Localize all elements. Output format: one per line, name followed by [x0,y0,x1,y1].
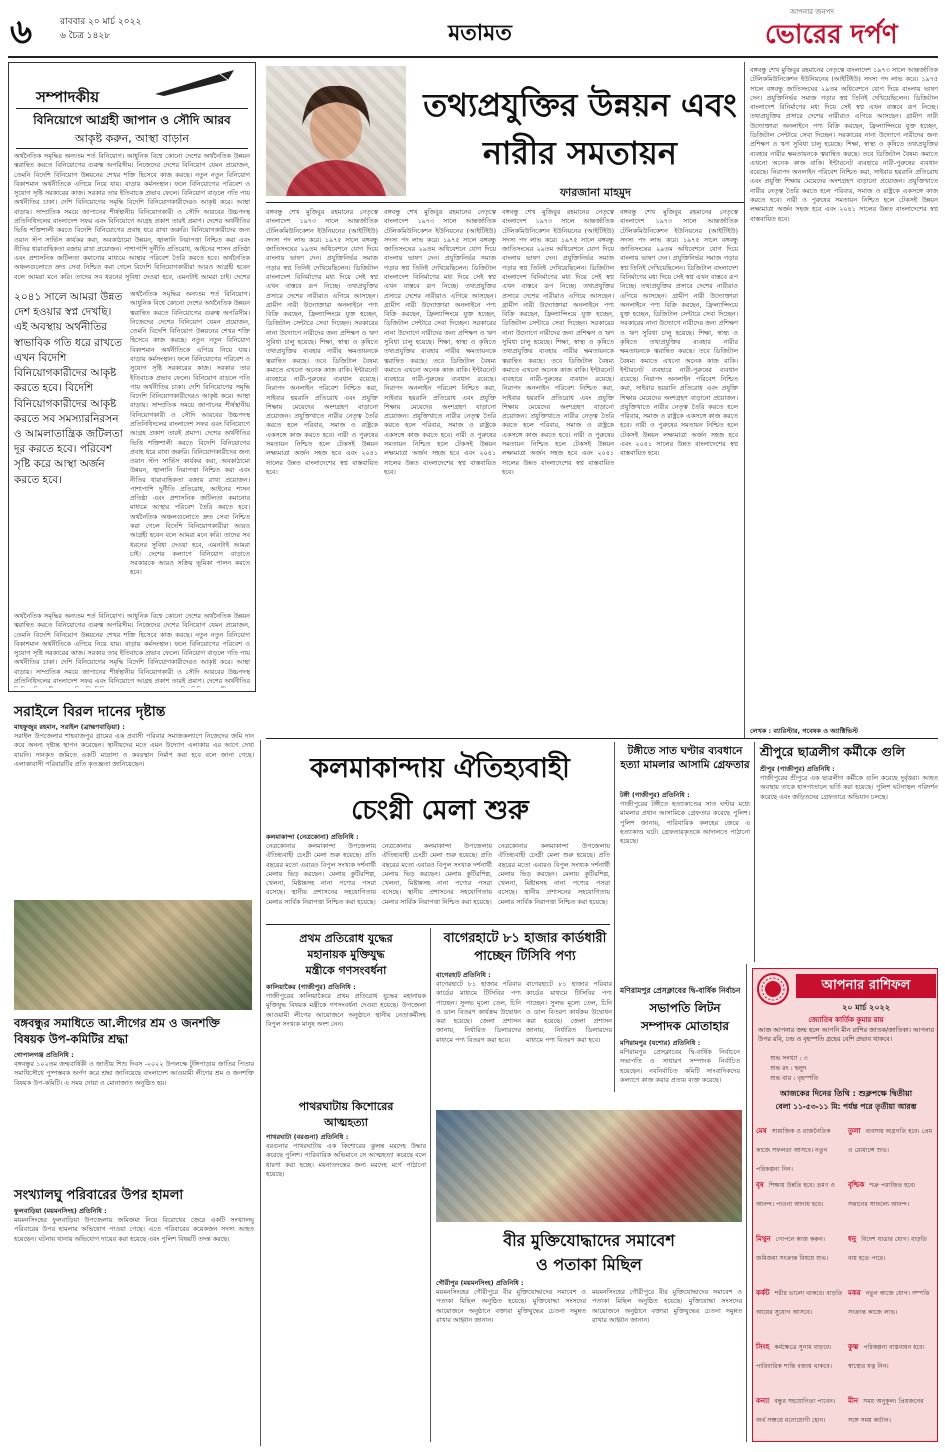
editorial-body: অর্থনৈতিক সমৃদ্ধির অন্যতম শর্ত বিনিয়োগ। আধুনিক বিশ্বে কোনো দেশের অর্থনৈতিক উন্নয়ন ত্বরান্বিত করতে বিনিয়োগের গুরুত্ব অপরিসীম। নিজেদের দেশের বিনিয়োগ যেমন প্রয়োজন, তেমনি বিদেশি বিনিয়োগ উন্নয়নের শেখর শক্তি হিসেবে কাজ করছে। নতুন নতুন বিনিয়োগ বিকাশমান অর্থনীতিকে এগিয়ে নিয়ে যায়। বাড়ায় কর্মসংস্থান। ফলে বিনিয়োগের পরিবেশ ও সুযোগ সৃষ্টি সরকারের কাজ। সরকার তার ইতিবাচক প্রভাব ফেলে। বিনিয়োগ বাড়লে গতি পায় অর্থনীতির চাকা। দেশি বিনিয়োগের সমৃদ্ধি বিদেশি বিনিয়োগকারীদেরও আকৃষ্ট করে। আস্থা বাড়ায়। সাম্প্রতিক সময়ে জাপানের শীর্ষস্থানীয় বিনিয়োগকারী ও সৌদি আরবের উচ্চপদস্থ প্রতিনিধিদলের বাংলাদেশ সফর এবং বিনিয়োগে আগ্রহ প্রকাশ তারই প্রমাণ। দেশের অর্থনীতির ভিত্তি শক্তিশালী করতে বিদেশি বিনিয়োগের প্রবাহ ধরে রাখা জরুরি। বিনিয়োগকারীদের জন্য ওয়ান স্টপ সার্ভিস কার্যকর করা, অবকাঠামো উন্নয়ন, জ্বালানি নিরাপত্তা নিশ্চিত করা এবং নীতির ধারাবাহিকতা বজায় রাখা প্রয়োজন। পাশাপাশি দুর্নীতি প্রতিরোধ, আইনের শাসন প্রতিষ্ঠা এবং প্রশাসনিক জটিলতা কমানোর মাধ্যমে আস্থার পরিবেশ তৈরি করতে হবে। অর্থনৈতিক অঞ্চলগুলোতে দ্রুত সেবা নিশ্চিত করা গেলে বিদেশি বিনিয়োগকারীরা আরও আগ্রহী হবেন বলে আমরা মনে করি। তাদের সব ধরনের সুবিধা দেওয়া হবে, এমনটাই আমরা চাই। দেশের [14,152,250,281]
horoscope-lucky-1: শুভ সংখ্যা : ৩ [770,1054,808,1062]
paper-logo: ভোরের দর্পণ [765,20,898,50]
tongi-title: টঙ্গীতে সাত ঘণ্টার ব্যবধানে হত্যা মামলার আসামি গ্রেফতার [620,745,750,772]
sreepur-title: শ্রীপুরে ছাত্রলীগ কর্মীকে গুলি [760,744,905,759]
kalmakanda-body-3: নেত্রকোনার কলমাকান্দা উপজেলায় ঐতিহ্যবাহী চেংগ্নী মেলা শুরু হয়েছে। প্রতি বছরের মতো এবারও বিপুল সংখ্যক দর্শনার্থী মেলায় ভিড় করছেন। মেলায় কুটিরশিল্প, খেলনা, মিষ্টান্নসহ নানা পণ্যের পসরা বসেছে। স্থানীয় প্রশাসনের সহযোগিতায় মেলার সার্বিক নিরাপত্তা নিশ্চিত করা হয়েছে। [498,842,610,906]
bagerhat-body-2: বাগেরহাটে ৮১ হাজার পরিবার কার্ডের মাধ্যমে টিসিবির পণ্য পাচ্ছেন। সুলভ মূল্যে তেল, চিনি ও ডাল বিতরণ কার্যক্রম উদ্বোধন করা হয়েছে। জেলা প্রশাসন জানায়, নির্ধারিত ডিলারদের মাধ্যমে পণ্য বিতরণ করা হবে। [526,980,612,1044]
main-article-col-3: বঙ্গবন্ধু শেখ মুজিবুর রহমানের নেতৃত্বে বাংলাদেশ ১৯৭৩ সালে আন্তর্জাতিক টেলিকমিউনিকেশন ইউনিয়নের (আইটিইউ) সদস্য পদ লাভ করে। ১৯৭৫ সালে বঙ্গবন্ধু জাতিসংঘের ২৯তম অধিবেশনে যোগ দিয়ে বাংলায় ভাষণ দেন। প্রযুক্তিনির্ভর সমাজ গড়ার স্বপ্ন তিনিই দেখিয়েছিলেন। ডিজিটাল বাংলাদেশ বিনির্মাণের মধ্য দিয়ে সেই স্বপ্ন এখন বাস্তবে রূপ নিচ্ছে। তথ্যপ্রযুক্তির প্রসারে দেশের নারীরাও এগিয়ে আসছেন। গ্রামীণ নারী উদ্যোক্তারা অনলাইনে পণ্য বিক্রি করছেন, ফ্রিল্যান্সিংয়ে যুক্ত হচ্ছেন, ডিজিটাল সেন্টারে সেবা দিচ্ছেন। সরকারের নানা উদ্যোগে নারীদের জন্য প্রশিক্ষণ ও ঋণ সুবিধা চালু হয়েছে। শিক্ষা, স্বাস্থ্য ও কৃষিতে তথ্যপ্রযুক্তির ব্যবহার নারীর ক্ষমতায়নকে ত্বরান্বিত করছে। তবে ডিজিটাল বৈষম্য কমাতে এখনো অনেক কাজ বাকি। ইন্টারনেট ব্যবহারে নারী-পুরুষের ব্যবধান রয়েছে। নিরাপদ অনলাইন পরিবেশ নিশ্চিত করা, সাইবার হয়রানি প্রতিরোধ এবং প্রযুক্তি শিক্ষায় মেয়েদের অংশগ্রহণ বাড়ানো প্রয়োজন। প্রযুক্তিখাতে নারীর নেতৃত্ব তৈরি করতে হলে পরিবার, সমাজ ও রাষ্ট্রকে একসঙ্গে কাজ করতে হবে। নারী ও পুরুষের সমতায়ন নিশ্চিত হলে টেকসই উন্নয়ন লক্ষ্যমাত্রা অর্জন সহজ হবে এবং ২০৪১ সালের উন্নত বাংলাদেশের স্বপ্ন বাস্তবায়িত হবে। [502,208,614,476]
editorial-heading: সম্পাদকীয় [36,88,100,106]
tongi-byline: টঙ্গী (গাজীপুর) প্রতিনিধি : [620,791,690,799]
freedom-title-1: প্রথম প্রতিরোধ যুদ্ধের [299,932,393,945]
patharghata-byline: পাথরঘাটা (বরগুনা) প্রতিনিধি : [266,1133,349,1141]
rally-body-1: ময়মনসিংহের গৌরীপুরে বীর মুক্তিযোদ্ধাদের সমাবেশ ও পতাকা মিছিল অনুষ্ঠিত হয়েছে। মুক্তিযোদ্ধা সংসদের আয়োজনে অনুষ্ঠানে বক্তারা মুক্তিযুদ্ধের চেতনা সমুন্নত রাখার আহ্বান জানান। [436,1288,586,1324]
editorial-subtitle: আকৃষ্ট করুন, আস্থা বাড়ান [74,132,190,145]
date-line-2: ৬ চৈত্র ১৪২৮ [60,31,111,41]
sign-item: বৃষ শিক্ষায় উন্নতি হবে। ভ্রমণ ও আনন্দ। পাওনা আদায় হবে। [756,1181,836,1208]
horoscope-intro: আজ আপনার জন্ম হলে আপনি মীন রাশির জাতক/জাতিকা। আপনার উপর রবি, চন্দ্র ও বৃহস্পতি গ্রহের বেশি প্রভাব থাকবে। [758,1026,934,1044]
section-title: মতামত [448,21,512,46]
sign-item: মীন সময় অনুকূল। প্রিয়জনের সঙ্গে সময় কাটান। [848,1397,924,1424]
tithi-line-2: বেলা ১১-৫৩-১১ মি: পর্যন্ত পরে তৃতীয়া আরম্ভ [775,1102,917,1111]
sreepur-byline: শ্রীপুর (গাজীপুর) প্রতিনিধি : [760,765,835,773]
horoscope-date: ২০ মার্চ ২০২২ [842,1003,890,1012]
kalmakanda-title-1: কলমাকান্দায় ঐতিহ্যবাহী [310,753,570,784]
freedom-byline: কালিয়াকৈর (গাজীপুর) প্রতিনিধি : [266,983,356,991]
sarail-body: সরাইল উপজেলার শাহবাজপুর গ্রামের এক প্রবাসী পরিবার সমাজকল্যাণে নিজেদের জমি দান করে অনন্য দৃষ্টান্ত স্থাপন করেছেন। স্থানীয়দের মতে এমন উদ্যোগ এলাকায় এর আগে দেখা যায়নি। দানকৃত জমিতে একটি মাদ্রাসা ও কবরস্থান নির্মাণ করা হবে বলে জানা গেছে। এলাকাবাসী পরিবারটির প্রতি কৃতজ্ঞতা জানিয়েছেন। [14,732,254,768]
sathi-body: মণিরামপুর প্রেসক্লাবের দ্বি-বার্ষিক নির্বাচনে সভাপতি ও সাধারণ সম্পাদক নির্বাচিত হয়েছেন। নবনির্বাচিত কমিটি সাংবাদিকদের কল্যাণে কাজ করার প্রত্যয় ব্যক্ত করেছে। [620,1048,740,1084]
pen-icon [150,66,240,100]
tongi-body: গাজীপুরের টঙ্গীতে হত্যাকাণ্ডের সাত ঘণ্টার মধ্যে মামলার প্রধান আসামিকে গ্রেফতার করেছে পুলিশ। পুলিশ জানায়, পারিবারিক কলহের জেরে এ হত্যাকাণ্ড ঘটে। গ্রেফতারকৃতকে আদালতে পাঠানো হয়েছে। [620,800,750,846]
zodiac-wheel-icon [756,972,790,1006]
main-article-col-4: বঙ্গবন্ধু শেখ মুজিবুর রহমানের নেতৃত্বে বাংলাদেশ ১৯৭৩ সালে আন্তর্জাতিক টেলিকমিউনিকেশন ইউনিয়নের (আইটিইউ) সদস্য পদ লাভ করে। ১৯৭৫ সালে বঙ্গবন্ধু জাতিসংঘের ২৯তম অধিবেশনে যোগ দিয়ে বাংলায় ভাষণ দেন। প্রযুক্তিনির্ভর সমাজ গড়ার স্বপ্ন তিনিই দেখিয়েছিলেন। ডিজিটাল বাংলাদেশ বিনির্মাণের মধ্য দিয়ে সেই স্বপ্ন এখন বাস্তবে রূপ নিচ্ছে। তথ্যপ্রযুক্তির প্রসারে দেশের নারীরাও এগিয়ে আসছেন। গ্রামীণ নারী উদ্যোক্তারা অনলাইনে পণ্য বিক্রি করছেন, ফ্রিল্যান্সিংয়ে যুক্ত হচ্ছেন, ডিজিটাল সেন্টারে সেবা দিচ্ছেন। সরকারের নানা উদ্যোগে নারীদের জন্য প্রশিক্ষণ ও ঋণ সুবিধা চালু হয়েছে। শিক্ষা, স্বাস্থ্য ও কৃষিতে তথ্যপ্রযুক্তির ব্যবহার নারীর ক্ষমতায়নকে ত্বরান্বিত করছে। তবে ডিজিটাল বৈষম্য কমাতে এখনো অনেক কাজ বাকি। ইন্টারনেট ব্যবহারে নারী-পুরুষের ব্যবধান রয়েছে। নিরাপদ অনলাইন পরিবেশ নিশ্চিত করা, সাইবার হয়রানি প্রতিরোধ এবং প্রযুক্তি শিক্ষায় মেয়েদের অংশগ্রহণ বাড়ানো প্রয়োজন। প্রযুক্তিখাতে নারীর নেতৃত্ব তৈরি করতে হলে পরিবার, সমাজ ও রাষ্ট্রকে একসঙ্গে কাজ করতে হবে। নারী ও পুরুষের সমতায়ন নিশ্চিত হলে টেকসই উন্নয়ন লক্ষ্যমাত্রা অর্জন সহজ হবে এবং ২০৪১ সালের উন্নত বাংলাদেশের স্বপ্ন বাস্তবায়িত হবে। [620,208,738,458]
main-article-col-5: বঙ্গবন্ধু শেখ মুজিবুর রহমানের নেতৃত্বে বাংলাদেশ ১৯৭৩ সালে আন্তর্জাতিক টেলিকমিউনিকেশন ইউনিয়নের (আইটিইউ) সদস্য পদ লাভ করে। ১৯৭৫ সালে বঙ্গবন্ধু জাতিসংঘের ২৯তম অধিবেশনে যোগ দিয়ে বাংলায় ভাষণ দেন। প্রযুক্তিনির্ভর সমাজ গড়ার স্বপ্ন তিনিই দেখিয়েছিলেন। ডিজিটাল বাংলাদেশ বিনির্মাণের মধ্য দিয়ে সেই স্বপ্ন এখন বাস্তবে রূপ নিচ্ছে। তথ্যপ্রযুক্তির প্রসারে দেশের নারীরাও এগিয়ে আসছেন। গ্রামীণ নারী উদ্যোক্তারা অনলাইনে পণ্য বিক্রি করছেন, ফ্রিল্যান্সিংয়ে যুক্ত হচ্ছেন, ডিজিটাল সেন্টারে সেবা দিচ্ছেন। সরকারের নানা উদ্যোগে নারীদের জন্য প্রশিক্ষণ ও ঋণ সুবিধা চালু হয়েছে। শিক্ষা, স্বাস্থ্য ও কৃষিতে তথ্যপ্রযুক্তির ব্যবহার নারীর ক্ষমতায়নকে ত্বরান্বিত করছে। তবে ডিজিটাল বৈষম্য কমাতে এখনো অনেক কাজ বাকি। ইন্টারনেট ব্যবহারে নারী-পুরুষের ব্যবধান রয়েছে। নিরাপদ অনলাইন পরিবেশ নিশ্চিত করা, সাইবার হয়রানি প্রতিরোধ এবং প্রযুক্তি শিক্ষায় মেয়েদের অংশগ্রহণ বাড়ানো প্রয়োজন। প্রযুক্তিখাতে নারীর নেতৃত্ব তৈরি করতে হলে পরিবার, সমাজ ও রাষ্ট্রকে একসঙ্গে কাজ করতে হবে। নারী ও পুরুষের সমতায়ন নিশ্চিত হলে টেকসই উন্নয়ন লক্ষ্যমাত্রা অর্জন সহজ হবে এবং ২০৪১ সালের উন্নত বাংলাদেশের স্বপ্ন বাস্তবায়িত হবে। [750,66,938,223]
rally-body-2: ময়মনসিংহের গৌরীপুরে বীর মুক্তিযোদ্ধাদের সমাবেশ ও পতাকা মিছিল অনুষ্ঠিত হয়েছে। মুক্তিযোদ্ধা সংসদের আয়োজনে অনুষ্ঠানে বক্তারা মুক্তিযুদ্ধের চেতনা সমুন্নত রাখার আহ্বান জানান। [592,1288,742,1324]
bangabandhu-byline: গোপালগঞ্জ প্রতিনিধি : [14,1051,74,1059]
rally-title-2: ও পতাকা মিছিল [536,1255,642,1274]
press-title: মণিরামপুর প্রেসক্লাবের দ্বি-বার্ষিক নির্বাচন [620,986,741,995]
editorial-pullquote: ২০৪১ সালে আমরা উন্নত দেশ হওয়ার স্বপ্ন দেখছি। এই অবস্থায় অর্থনীতির স্বাভাবিক গতি ধরে রাখতে এখন বিদেশি বিনিয়োগকারীদের আকৃষ্ট করতে হবে। বিদেশি বিনিয়োগকারীদের আকৃষ্ট করতে সব সমস্যারনিরসন ও আমলাতান্ত্রিক জটিলতা দূর করতে হবে। পরিবেশ সৃষ্টি করে আস্থা অর্জন করতে হবে। [14,291,123,486]
sathi-title-1: সভাপতি লিটন [649,1001,721,1015]
main-article-footnote: লেখক : ব্যারিস্টার, গবেষক ও অ্যাক্টিভিস্ট [750,727,859,735]
main-article-author: ফারজানা মাহমুদ [560,186,631,199]
bangabandhu-photo [14,900,252,1010]
patharghata-title-1: পাথরঘাটায় কিশোরের [298,1100,394,1113]
sign-item: কর্কট শরীর ভালো থাকবে। বাড়তি আয়ের সুযোগ আসবে। [756,1289,843,1316]
horoscope-lucky-2: শুভ রং : হলুদ [770,1064,807,1072]
sreepur-body: গাজীপুরের শ্রীপুরে এক ছাত্রলীগ কর্মীকে গুলি করেছে দুর্বৃত্তরা। আহত অবস্থায় তাকে হাসপাতালে ভর্তি করা হয়েছে। পুলিশ ঘটনাস্থল পরিদর্শন করেছে এবং জড়িতদের গ্রেফতারে অভিযান চলছে। [760,774,938,801]
main-article-col-1: বঙ্গবন্ধু শেখ মুজিবুর রহমানের নেতৃত্বে বাংলাদেশ ১৯৭৩ সালে আন্তর্জাতিক টেলিকমিউনিকেশন ইউনিয়নের (আইটিইউ) সদস্য পদ লাভ করে। ১৯৭৫ সালে বঙ্গবন্ধু জাতিসংঘের ২৯তম অধিবেশনে যোগ দিয়ে বাংলায় ভাষণ দেন। প্রযুক্তিনির্ভর সমাজ গড়ার স্বপ্ন তিনিই দেখিয়েছিলেন। ডিজিটাল বাংলাদেশ বিনির্মাণের মধ্য দিয়ে সেই স্বপ্ন এখন বাস্তবে রূপ নিচ্ছে। তথ্যপ্রযুক্তির প্রসারে দেশের নারীরাও এগিয়ে আসছেন। গ্রামীণ নারী উদ্যোক্তারা অনলাইনে পণ্য বিক্রি করছেন, ফ্রিল্যান্সিংয়ে যুক্ত হচ্ছেন, ডিজিটাল সেন্টারে সেবা দিচ্ছেন। সরকারের নানা উদ্যোগে নারীদের জন্য প্রশিক্ষণ ও ঋণ সুবিধা চালু হয়েছে। শিক্ষা, স্বাস্থ্য ও কৃষিতে তথ্যপ্রযুক্তির ব্যবহার নারীর ক্ষমতায়নকে ত্বরান্বিত করছে। তবে ডিজিটাল বৈষম্য কমাতে এখনো অনেক কাজ বাকি। ইন্টারনেট ব্যবহারে নারী-পুরুষের ব্যবধান রয়েছে। নিরাপদ অনলাইন পরিবেশ নিশ্চিত করা, সাইবার হয়রানি প্রতিরোধ এবং প্রযুক্তি শিক্ষায় মেয়েদের অংশগ্রহণ বাড়ানো প্রয়োজন। প্রযুক্তিখাতে নারীর নেতৃত্ব তৈরি করতে হলে পরিবার, সমাজ ও রাষ্ট্রকে একসঙ্গে কাজ করতে হবে। নারী ও পুরুষের সমতায়ন নিশ্চিত হলে টেকসই উন্নয়ন লক্ষ্যমাত্রা অর্জন সহজ হবে এবং ২০৪১ সালের উন্নত বাংলাদেশের স্বপ্ন বাস্তবায়িত হবে। [266,208,378,476]
patharghata-body: বরগুনার পাথরঘাটায় এক কিশোরের ঝুলন্ত মরদেহ উদ্ধার করেছে পুলিশ। পারিবারিক অভিমানে সে আত্মহত্যা করেছে বলে ধারণা করা হচ্ছে। ময়নাতদন্তের জন্য মরদেহ মর্গে পাঠানো হয়েছে। [266,1142,426,1178]
sign-item: মেষ সামাজিক ও রাজনৈতিক কাজে সফলতা আসবে। নতুন পরিকল্পনা নিন। [756,1127,831,1173]
rally-title-1: বীর মুক্তিযোদ্ধাদের সমাবেশ [503,1231,675,1250]
minority-body: ময়মনসিংহের ফুলবাড়িয়া উপজেলায় জমিজমা নিয়ে বিরোধের জেরে একটি সংখ্যালঘু পরিবারের উপর হামলার অভিযোগ পাওয়া গেছে। এতে পরিবারের কয়েকজন সদস্য আহত হয়েছেন। ঘটনায় থানায় অভিযোগ দায়ের করা হয়েছে এবং পুলিশ বিষয়টি তদন্ত করছে। [14,1216,254,1243]
sarail-title: সরাইলে বিরল দানের দৃষ্টান্ত [14,704,166,720]
paper-tag: আপনার জনপদ [790,8,835,16]
horoscope-signs [756,1118,936,1438]
rally-byline: গৌরীপুর (ময়মনসিংহ) প্রতিনিধি : [436,1279,524,1287]
main-article-title-1: তথ্যপ্রযুক্তির উন্নয়ন এবং [423,86,737,124]
editorial-body-continued: অর্থনৈতিক সমৃদ্ধির অন্যতম শর্ত বিনিয়োগ। আধুনিক বিশ্বে কোনো দেশের অর্থনৈতিক উন্নয়ন ত্বরান্বিত করতে বিনিয়োগের গুরুত্ব অপরিসীম। নিজেদের দেশের বিনিয়োগ যেমন প্রয়োজন, তেমনি বিদেশি বিনিয়োগ উন্নয়নের শেখর শক্তি হিসেবে কাজ করছে। নতুন নতুন বিনিয়োগ বিকাশমান অর্থনীতিকে এগিয়ে নিয়ে যায়। বাড়ায় কর্মসংস্থান। ফলে বিনিয়োগের পরিবেশ ও সুযোগ সৃষ্টি সরকারের কাজ। সরকার তার ইতিবাচক প্রভাব ফেলে। বিনিয়োগ বাড়লে গতি পায় অর্থনীতির চাকা। দেশি বিনিয়োগের সমৃদ্ধি বিদেশি বিনিয়োগকারীদেরও আকৃষ্ট করে। আস্থা বাড়ায়। সাম্প্রতিক সময়ে জাপানের শীর্ষস্থানীয় বিনিয়োগকারী ও সৌদি আরবের উচ্চপদস্থ প্রতিনিধিদলের বাংলাদেশ সফর এবং বিনিয়োগে আগ্রহ প্রকাশ তারই প্রমাণ। দেশের অর্থনীতির ভিত্তি শক্তিশালী করতে বিদেশি বিনিয়োগের প্রবাহ ধরে রাখা জরুরি। বিনিয়োগকারীদের জন্য ওয়ান স্টপ সার্ভিস কার্যকর করা, অবকাঠামো উন্নয়ন, জ্বালানি নিরাপত্তা নিশ্চিত করা এবং নীতির ধারাবাহিকতা বজায় রাখা প্রয়োজন। পাশাপাশি দুর্নীতি প্রতিরোধ, আইনের শাসন প্রতিষ্ঠা এবং প্রশাসনিক জটিলতা কমানোর মাধ্যমে আস্থার পরিবেশ তৈরি করতে হবে। অর্থনৈতিক অঞ্চলগুলোতে দ্রুত সেবা নিশ্চিত করা গেলে বিদেশি বিনিয়োগকারীরা আরও আগ্রহী হবেন বলে আমরা মনে করি। তাদের সব ধরনের সুবিধা দেওয়া হবে, এমনটাই আমরা চাই। দেশের কল্যাণে বিনিয়োগ বাড়াতে সরকারকে আরও সক্রিয় ভূমিকা পালন করতে হবে। [130,290,250,577]
kalmakanda-byline: কলমাকান্দা (নেত্রকোনা) প্রতিনিধি : [266,833,359,841]
bangabandhu-body: বঙ্গবন্ধুর ১০২তম জন্মবার্ষিকী ও জাতীয় শিশু দিবস -২০২২ উপলক্ষে টুঙ্গিপাড়ায় জাতির পিতার সমাধিসৌধে পুষ্পস্তবক অর্পণ করে শ্রদ্ধা জানিয়েছে বাংলাদেশ আওয়ামী লীগের শ্রম ও জনশক্তি বিষয়ক উপ-কমিটি। এ সময় দোয়া ও মোনাজাত অনুষ্ঠিত হয়। [14,1060,254,1087]
sign-item: বৃশ্চিক শত্রু পরাজিত হবে। সন্তানের সাফল্যে আনন্দ। [848,1181,916,1208]
date-line-1: রাববার ২০ মার্চ ২০২২ [60,17,142,27]
freedom-body: গাজীপুরের কালিয়াকৈরে প্রথম প্রতিরোধ যুদ্ধের মহানায়ক মুক্তিযুদ্ধ বিষয়ক মন্ত্রীকে গণসংবর্ধনা দেওয়া হয়েছে। উপজেলা আওয়ামী লীগের আয়োজনে অনুষ্ঠানে স্থানীয় নেতাকর্মীসহ বিপুল সংখ্যক মানুষ অংশ নেন। [266,992,426,1028]
kalmakanda-title-2: চেংগ্নী মেলা শুরু [351,795,529,826]
sign-item: মিথুন গোপনে কাজ করুন। জমিজমা সংক্রান্ত বিষয়ে শুভ। [756,1235,829,1262]
freedom-title-2: মহানায়ক মুক্তিযুদ্ধ [307,948,385,961]
minority-title: সংখ্যালঘু পরিবারের উপর হামলা [14,1188,184,1203]
sign-item: সিংহ কর্মক্ষেত্রে সুনাম বাড়বে। পারিবারিক শান্তি বজায় থাকবে। [756,1343,832,1370]
sign-item: কুম্ভ পরিকল্পনা বাস্তবায়ন হবে। স্বাস্থ্যের যত্ন নিন। [848,1343,925,1370]
main-article-col-2: বঙ্গবন্ধু শেখ মুজিবুর রহমানের নেতৃত্বে বাংলাদেশ ১৯৭৩ সালে আন্তর্জাতিক টেলিকমিউনিকেশন ইউনিয়নের (আইটিইউ) সদস্য পদ লাভ করে। ১৯৭৫ সালে বঙ্গবন্ধু জাতিসংঘের ২৯তম অধিবেশনে যোগ দিয়ে বাংলায় ভাষণ দেন। প্রযুক্তিনির্ভর সমাজ গড়ার স্বপ্ন তিনিই দেখিয়েছিলেন। ডিজিটাল বাংলাদেশ বিনির্মাণের মধ্য দিয়ে সেই স্বপ্ন এখন বাস্তবে রূপ নিচ্ছে। তথ্যপ্রযুক্তির প্রসারে দেশের নারীরাও এগিয়ে আসছেন। গ্রামীণ নারী উদ্যোক্তারা অনলাইনে পণ্য বিক্রি করছেন, ফ্রিল্যান্সিংয়ে যুক্ত হচ্ছেন, ডিজিটাল সেন্টারে সেবা দিচ্ছেন। সরকারের নানা উদ্যোগে নারীদের জন্য প্রশিক্ষণ ও ঋণ সুবিধা চালু হয়েছে। শিক্ষা, স্বাস্থ্য ও কৃষিতে তথ্যপ্রযুক্তির ব্যবহার নারীর ক্ষমতায়নকে ত্বরান্বিত করছে। তবে ডিজিটাল বৈষম্য কমাতে এখনো অনেক কাজ বাকি। ইন্টারনেট ব্যবহারে নারী-পুরুষের ব্যবধান রয়েছে। নিরাপদ অনলাইন পরিবেশ নিশ্চিত করা, সাইবার হয়রানি প্রতিরোধ এবং প্রযুক্তি শিক্ষায় মেয়েদের অংশগ্রহণ বাড়ানো প্রয়োজন। প্রযুক্তিখাতে নারীর নেতৃত্ব তৈরি করতে হলে পরিবার, সমাজ ও রাষ্ট্রকে একসঙ্গে কাজ করতে হবে। নারী ও পুরুষের সমতায়ন নিশ্চিত হলে টেকসই উন্নয়ন লক্ষ্যমাত্রা অর্জন সহজ হবে এবং ২০৪১ সালের উন্নত বাংলাদেশের স্বপ্ন বাস্তবায়িত হবে। [384,208,496,476]
sathi-byline: মণিরামপুর (যশোর) প্রতিনিধি : [620,1039,701,1047]
sign-item: ধনু বিদেশ যাত্রার যোগ। বাড়তি ব্যয় হতে পারে। [848,1235,928,1262]
rally-photo [436,1110,742,1222]
editorial-body-end: অর্থনৈতিক সমৃদ্ধির অন্যতম শর্ত বিনিয়োগ। আধুনিক বিশ্বে কোনো দেশের অর্থনৈতিক উন্নয়ন ত্বরান্বিত করতে বিনিয়োগের গুরুত্ব অপরিসীম। নিজেদের দেশের বিনিয়োগ যেমন প্রয়োজন, তেমনি বিদেশি বিনিয়োগ উন্নয়নের শেখর শক্তি হিসেবে কাজ করছে। নতুন নতুন বিনিয়োগ বিকাশমান অর্থনীতিকে এগিয়ে নিয়ে যায়। বাড়ায় কর্মসংস্থান। ফলে বিনিয়োগের পরিবেশ ও সুযোগ সৃষ্টি সরকারের কাজ। সরকার তার ইতিবাচক প্রভাব ফেলে। বিনিয়োগ বাড়লে গতি পায় অর্থনীতির চাকা। দেশি বিনিয়োগের সমৃদ্ধি বিদেশি বিনিয়োগকারীদেরও আকৃষ্ট করে। আস্থা বাড়ায়। সাম্প্রতিক সময়ে জাপানের শীর্ষস্থানীয় বিনিয়োগকারী ও সৌদি আরবের উচ্চপদস্থ প্রতিনিধিদলের বাংলাদেশ সফর এবং বিনিয়োগে আগ্রহ প্রকাশ তারই প্রমাণ। দেশের অর্থনীতির [14,612,250,685]
bagerhat-title: বাগেরহাটে ৮১ হাজার কার্ডধারী পাচ্ছেন টিসিবি পণ্য [443,931,607,964]
page-number: ৬ [10,12,33,52]
kalmakanda-body-2: নেত্রকোনার কলমাকান্দা উপজেলায় ঐতিহ্যবাহী চেংগ্নী মেলা শুরু হয়েছে। প্রতি বছরের মতো এবারও বিপুল সংখ্যক দর্শনার্থী মেলায় ভিড় করছেন। মেলায় কুটিরশিল্প, খেলনা, মিষ্টান্নসহ নানা পণ্যের পসরা বসেছে। স্থানীয় প্রশাসনের সহযোগিতায় মেলার সার্বিক নিরাপত্তা নিশ্চিত করা হয়েছে। [382,842,492,906]
tithi-line-1: আজকের দিনের তিথি : শুক্লপক্ষে দ্বিতীয়া [779,1089,913,1098]
horoscope-lucky-3: শুভ বার : বৃহস্পতি [770,1074,819,1082]
sign-item: তুলা ব্যবসায় অগ্রগতি হবে। প্রেম ও রোমান্সে শুভ। [848,1127,933,1154]
bagerhat-body-1: বাগেরহাটে ৮১ হাজার পরিবার কার্ডের মাধ্যমে টিসিবির পণ্য পাচ্ছেন। সুলভ মূল্যে তেল, চিনি ও ডাল বিতরণ কার্যক্রম উদ্বোধন করা হয়েছে। জেলা প্রশাসন জানায়, নির্ধারিত ডিলারদের মাধ্যমে পণ্য বিতরণ করা হবে। [436,980,521,1044]
sathi-title-2: সম্পাদক মোতাহার [640,1019,730,1033]
sign-item: কন্যা বন্ধুর সহযোগিতা পাবেন। অর্থ সঞ্চয়ে মনোযোগী হোন। [756,1397,836,1424]
horoscope-title: আপনার রাশিফল [796,974,936,998]
sarail-byline: মাহফুজুর রহমান, সরাইল (ব্রাহ্মণবাড়িয়া) : [14,723,125,731]
main-article-title-2: নারীর সমতায়ন [482,134,678,172]
freedom-title-3: মন্ত্রীকে গণসংবর্ধনা [305,964,387,977]
editorial-title: বিনিয়োগে আগ্রহী জাপান ও সৌদি আরব [33,113,231,127]
horoscope-astrologer: জ্যোতিষ কার্তিক কুমার রায় [808,1016,884,1024]
bangabandhu-title: বঙ্গবন্ধুর সমাধিতে আ.লীগের শ্রম ও জনশক্তি বিষয়ক উপ-কমিটির শ্রদ্ধা [14,1016,220,1046]
kalmakanda-body-1: নেত্রকোনার কলমাকান্দা উপজেলায় ঐতিহ্যবাহী চেংগ্নী মেলা শুরু হয়েছে। প্রতি বছরের মতো এবারও বিপুল সংখ্যক দর্শনার্থী মেলায় ভিড় করছেন। মেলায় কুটিরশিল্প, খেলনা, মিষ্টান্নসহ নানা পণ্যের পসরা বসেছে। স্থানীয় প্রশাসনের সহযোগিতায় মেলার সার্বিক নিরাপত্তা নিশ্চিত করা হয়েছে। [266,842,376,906]
patharghata-title-2: আত্মহত্যা [324,1116,368,1129]
masthead [0,0,945,60]
author-photo [266,66,406,196]
minority-byline: ফুলবাড়িয়া (ময়মনসিংহ) প্রতিনিধি : [14,1207,107,1215]
bagerhat-byline: বাগেরহাট প্রতিনিধি : [436,971,491,979]
sign-item: মকর নতুন কাজে যোগ। সম্পত্তি সংক্রান্ত কাজে লাভ। [848,1289,930,1316]
